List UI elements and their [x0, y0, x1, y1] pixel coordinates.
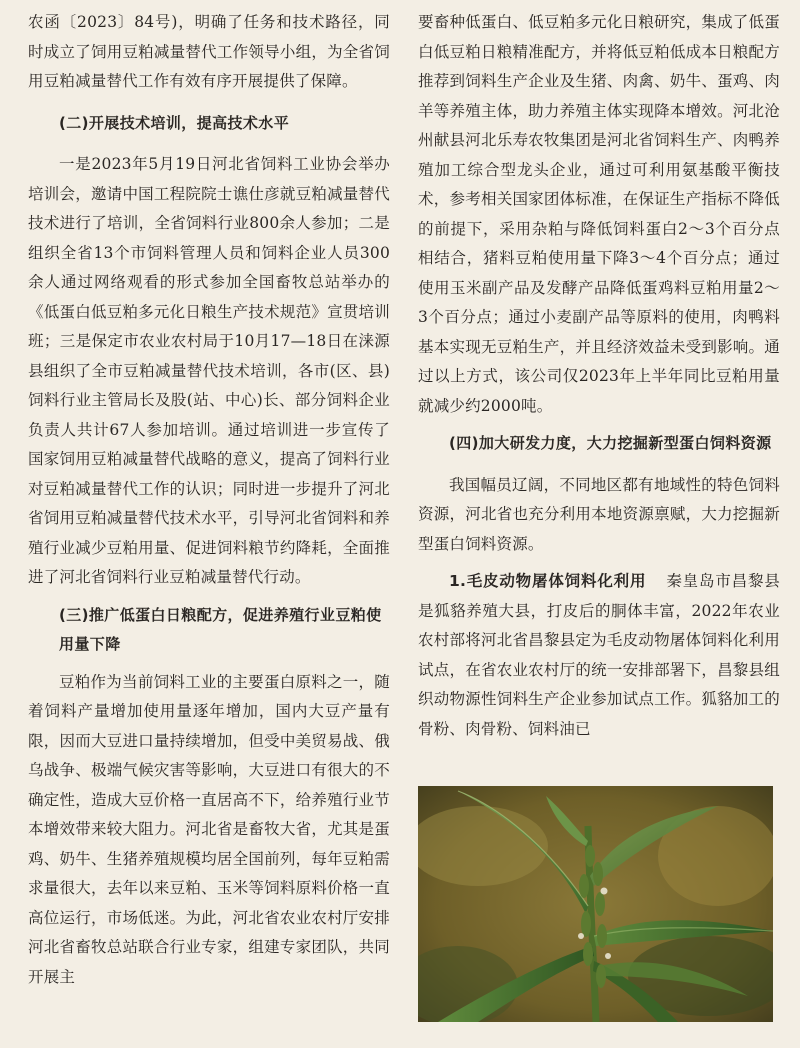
sesame-plant-photo — [418, 786, 773, 1022]
paragraph-training: 一是2023年5月19日河北省饲料工业协会举办培训会，邀请中国工程院院士谯仕彦就豆粕减量替代技术进行了培训，全省饲料行业800余人参加；二是组织全省13个市饲料管理人员和饲料企业人员300余人通过网络观看的形式参加全国畜牧总站举办的《低蛋白低豆粕多元化日粮生产技术规范》宣贯培训班；三是保定市农业农村局于10月17—18日在涞源县组织了全市豆粕减量替代技术培训，各市(区、县)饲料行业主管局长及股(站、中心)长、部分饲料企业负责人共计67人参加培训。通过培训进一步宣传了国家饲用豆粕减量替代战略的意义，提高了饲料行业对豆粕减量替代工作的认识；同时进一步提升了河北省饲用豆粕减量替代技术水平，引导河北省饲料和养殖行业减少豆粕用量、促进饲料粮节约降耗，全面推进了河北省饲料行业豆粕减量替代行动。 — [28, 155, 390, 586]
section-heading-3: (三)推广低蛋白日粮配方，促进养殖行业豆粕使用量下降 — [59, 605, 382, 653]
paragraph-fur-animal — [418, 567, 780, 744]
left-column — [28, 8, 390, 992]
paragraph-soybean-meal: 豆粕作为当前饲料工业的主要蛋白原料之一，随着饲料产量增加使用量逐年增加，国内大豆产量有限，因而大豆进口量持续增加，但受中美贸易战、俄乌战争、极端气候灾害等影响，大豆进口有很大的不确定性，造成大豆价格一直居高不下，给养殖行业节本增效带来较大阻力。河北省是畜牧大省，尤其是蛋鸡、奶牛、生猪养殖规模均居全国前列，每年豆粕需求量很大，去年以来豆粕、玉米等饲料原料价格一直高位运行，市场低迷。为此，河北省农业农村厅安排河北省畜牧总站联合行业专家，组建专家团队，共同开展主 — [28, 672, 390, 986]
section-heading-4: (四)加大研发力度，大力挖掘新型蛋白饲料资源 — [449, 434, 772, 452]
subsection-title-fur-animal: 1.毛皮动物屠体饲料化利用 — [449, 572, 647, 590]
paragraph-intro-continued: 农函〔2023〕84号)，明确了任务和技术路径，同时成立了饲用豆粕减量替代工作领导小组，为全省饲用豆粕减量替代工作有效有序开展提供了保障。 — [28, 13, 390, 90]
subsection-text-fur-animal: 秦皇岛市昌黎县是狐貉养殖大县，打皮后的胴体丰富，2022年农业农村部将河北省昌黎县定为毛皮动物屠体饲料化利用试点，在省农业农村厅的统一安排部署下，昌黎县组织动物源性饲料生产企业参加试点工作。狐貉加工的骨粉、肉骨粉、饲料油已 — [418, 572, 780, 738]
right-column — [418, 8, 780, 744]
section-heading-2: (二)开展技术培训，提高技术水平 — [59, 113, 290, 132]
paragraph-feed-resources: 我国幅员辽阔，不同地区都有地域性的特色饲料资源，河北省也充分利用本地资源禀赋，大力挖掘新型蛋白饲料资源。 — [418, 475, 780, 553]
paragraph-feed-formula-continued: 要畜种低蛋白、低豆粕多元化日粮研究，集成了低蛋白低豆粕日粮精准配方，并将低豆粕低成本日粮配方推荐到饲料生产企业及生猪、肉禽、奶牛、蛋鸡、肉羊等养殖主体，助力养殖主体实现降本增效。河北沧州献县河北乐寿农牧集团是河北省饲料生产、肉鸭养殖加工综合型龙头企业，通过可利用氨基酸平衡技术，参考相关国家团体标准，在保证生产指标不降低的前提下，采用杂粕与降低饲料蛋白2～3个百分点相结合，猪料豆粕使用量下降3～4个百分点；通过使用玉米副产品及发酵产品降低蛋鸡料豆粕用量2～3个百分点；通过小麦副产品等原料的使用，肉鸭料基本实现无豆粕生产，并且经济效益未受到影响。通过以上方式，该公司仅2023年上半年同比豆粕用量就减少约2000吨。 — [418, 13, 780, 415]
